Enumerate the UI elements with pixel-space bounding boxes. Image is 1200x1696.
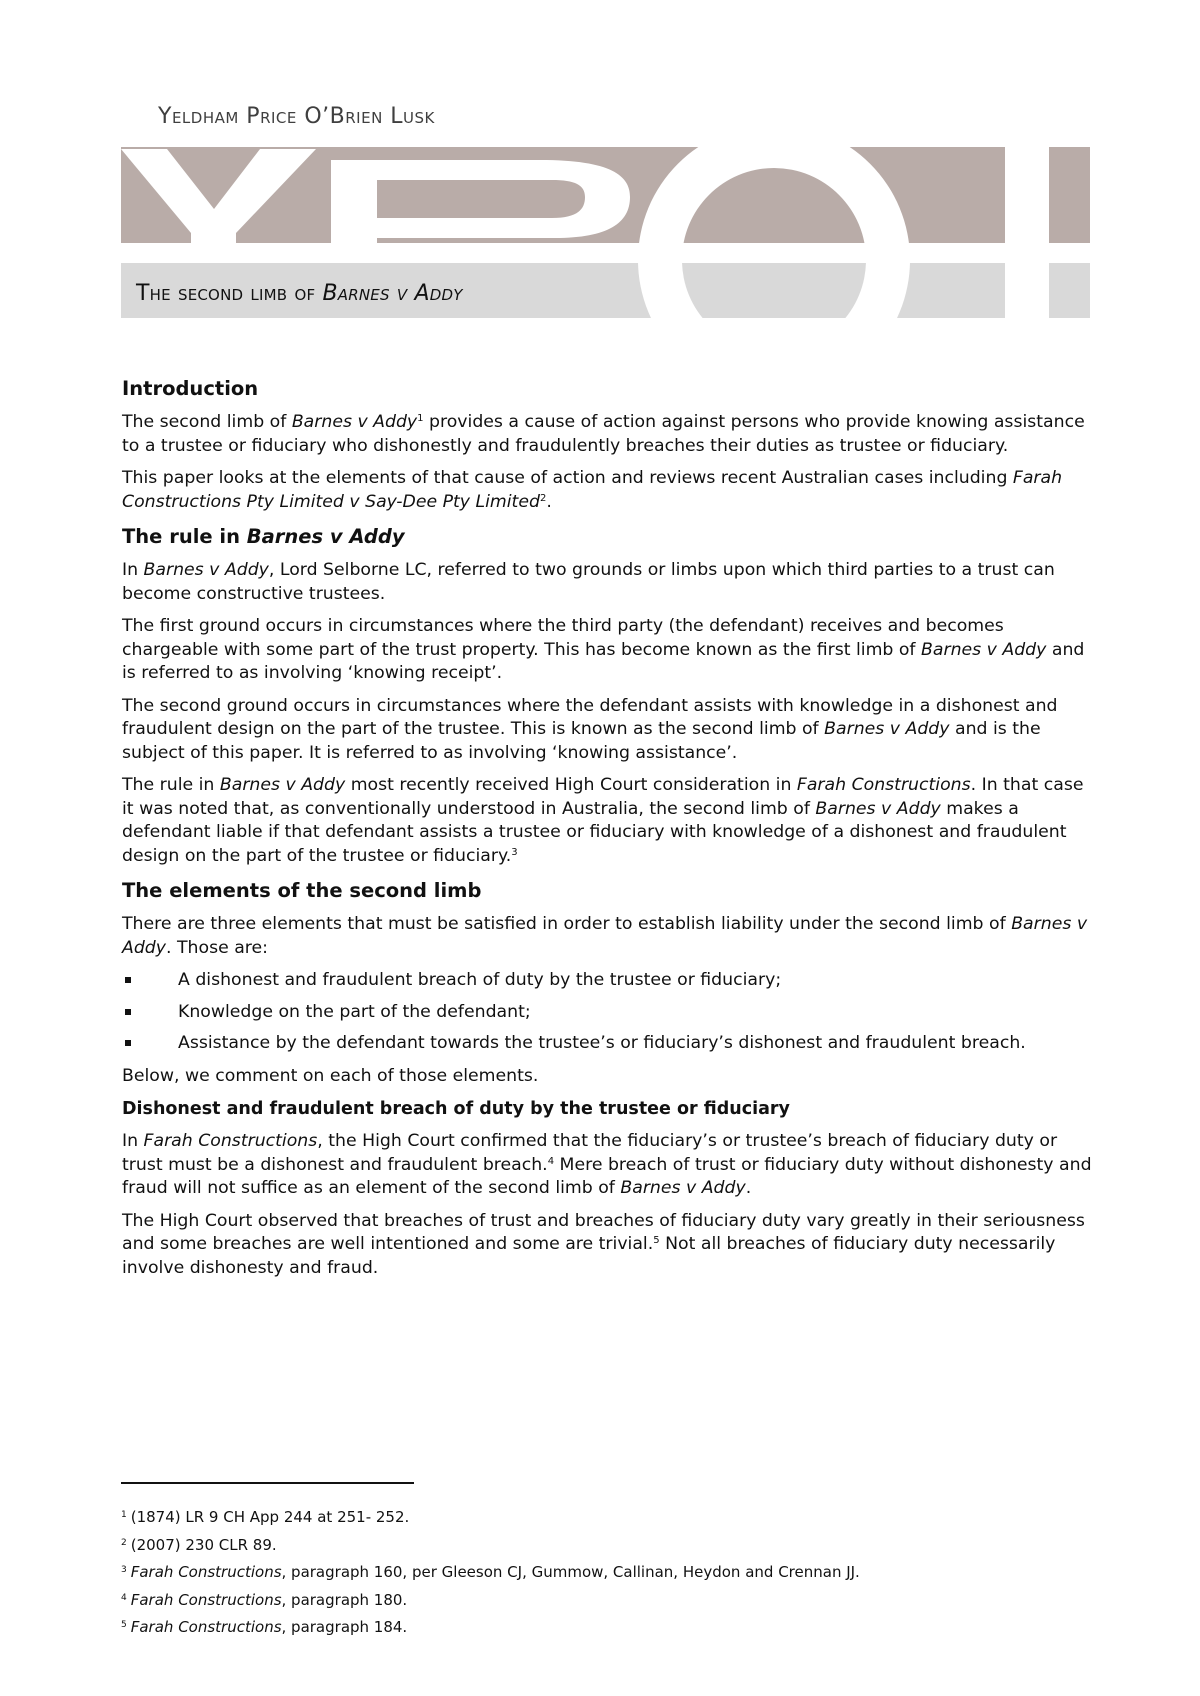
paragraph-dishonest-2: The High Court observed that breaches of trust and breaches of fiduciary duty vary greatly in their seriousness and some breaches are well intentioned and some are trivial.$^5$ Not all breaches of fiduciary duty necessarily involve dishonesty and fraud. [122,1210,1085,1278]
paragraph-dishonest-1: In Farah Constructions, the High Court confirmed that the fiduciary’s or trustee’s breach of fiduciary duty or trust must be a dishonest and fraudulent breach.$^4$ Mere breach of trust or fiduciary duty without dishonesty and fraud will not suffice as an element of the second limb of Barnes v Addy. [122,1131,1092,1198]
footnote: $^2$ (2007) 230 CLR 89. [121,1535,277,1554]
heading-elements: The elements of the second limb [122,879,482,902]
document-body [122,366,1092,1289]
footnote: $^5$ Farah Constructions, paragraph 184. [121,1618,408,1636]
bullet-icon [125,1009,131,1015]
document-title: The second limb of Barnes v Addy [136,281,463,306]
paragraph-elements-outro: Below, we comment on each of those elements. [122,1065,539,1086]
footnote-ref-4: 4 [547,1155,555,1167]
footnote-ref-1: 1 [417,413,424,424]
subheading-dishonest-breach: Dishonest and fraudulent breach of duty by the trustee or fiduciary [122,1099,790,1119]
footnote: $^4$ Farah Constructions, paragraph 180. [121,1590,408,1609]
footnote: $^3$ Farah Constructions, paragraph 160, per Gleeson CJ, Gummow, Callinan, Heydon and Crennan JJ. [121,1563,860,1581]
paragraph-elements-intro: There are three elements that must be satisfied in order to establish liability under the second limb of Barnes v Addy. Those are: [122,914,1088,958]
elements-list [122,969,1092,1056]
paragraph-rule-3: The second ground occurs in circumstances where the defendant assists with knowledge in a dishonest and fraudulent design on the part of the trustee. This is known as the second limb of Barnes v Addy and is the subject of this paper. It is referred to as involving ‘knowing assistance’. [122,695,1058,763]
footnote-ref-2: 2 [539,492,547,504]
footnote: $^1$ (1874) LR 9 CH App 244 at 251- 252. [121,1508,410,1526]
bullet-icon [125,977,131,983]
footnote-ref-3: 3 [511,846,518,858]
firm-name: Yeldham Price O’Brien Lusk [158,104,435,129]
list-item: Assistance by the defendant towards the trustee’s or fiduciary’s dishonest and fraudulent breach. [122,1032,1092,1056]
list-item: A dishonest and fraudulent breach of duty by the trustee or fiduciary; [122,969,1092,993]
bullet-icon [125,1040,131,1046]
heading-rule: The rule in Barnes v Addy [122,525,405,548]
heading-introduction: Introduction [122,377,259,400]
paragraph-intro-1: The second limb of Barnes v Addy$^1$ provides a cause of action against persons who provide knowing assistance to a trustee or fiduciary who dishonestly and fraudulently breaches their duties as trustee or fiduciary. [122,412,1085,456]
paragraph-rule-2: The first ground occurs in circumstances where the third party (the defendant) receives and becomes chargeable with some part of the trust property. This has become known as the first limb of Barnes v Addy and is referred to as involving ‘knowing receipt’. [122,616,1085,683]
paragraph-intro-2: This paper looks at the elements of that cause of action and reviews recent Australian cases including Farah Constructions Pty Limited v Say-Dee Pty Limited$^2$. [122,468,1063,512]
footnote-ref-5: 5 [653,1235,660,1246]
list-item: Knowledge on the part of the defendant; [122,1001,1092,1025]
footnotes [121,1508,1091,1646]
paragraph-rule-4: The rule in Barnes v Addy most recently received High Court consideration in Farah Constructions. In that case it was noted that, as conventionally understood in Australia, the second limb of Barnes v Addy makes a defendant liable if that defendant assists a trustee or fiduciary with knowledge of a dishonest and fraudulent design on the part of the trustee or fiduciary.$^3$ [122,775,1084,866]
footnote-separator [121,1482,414,1484]
paragraph-rule-1: In Barnes v Addy, Lord Selborne LC, referred to two grounds or limbs upon which third parties to a trust can become constructive trustees. [122,560,1055,604]
